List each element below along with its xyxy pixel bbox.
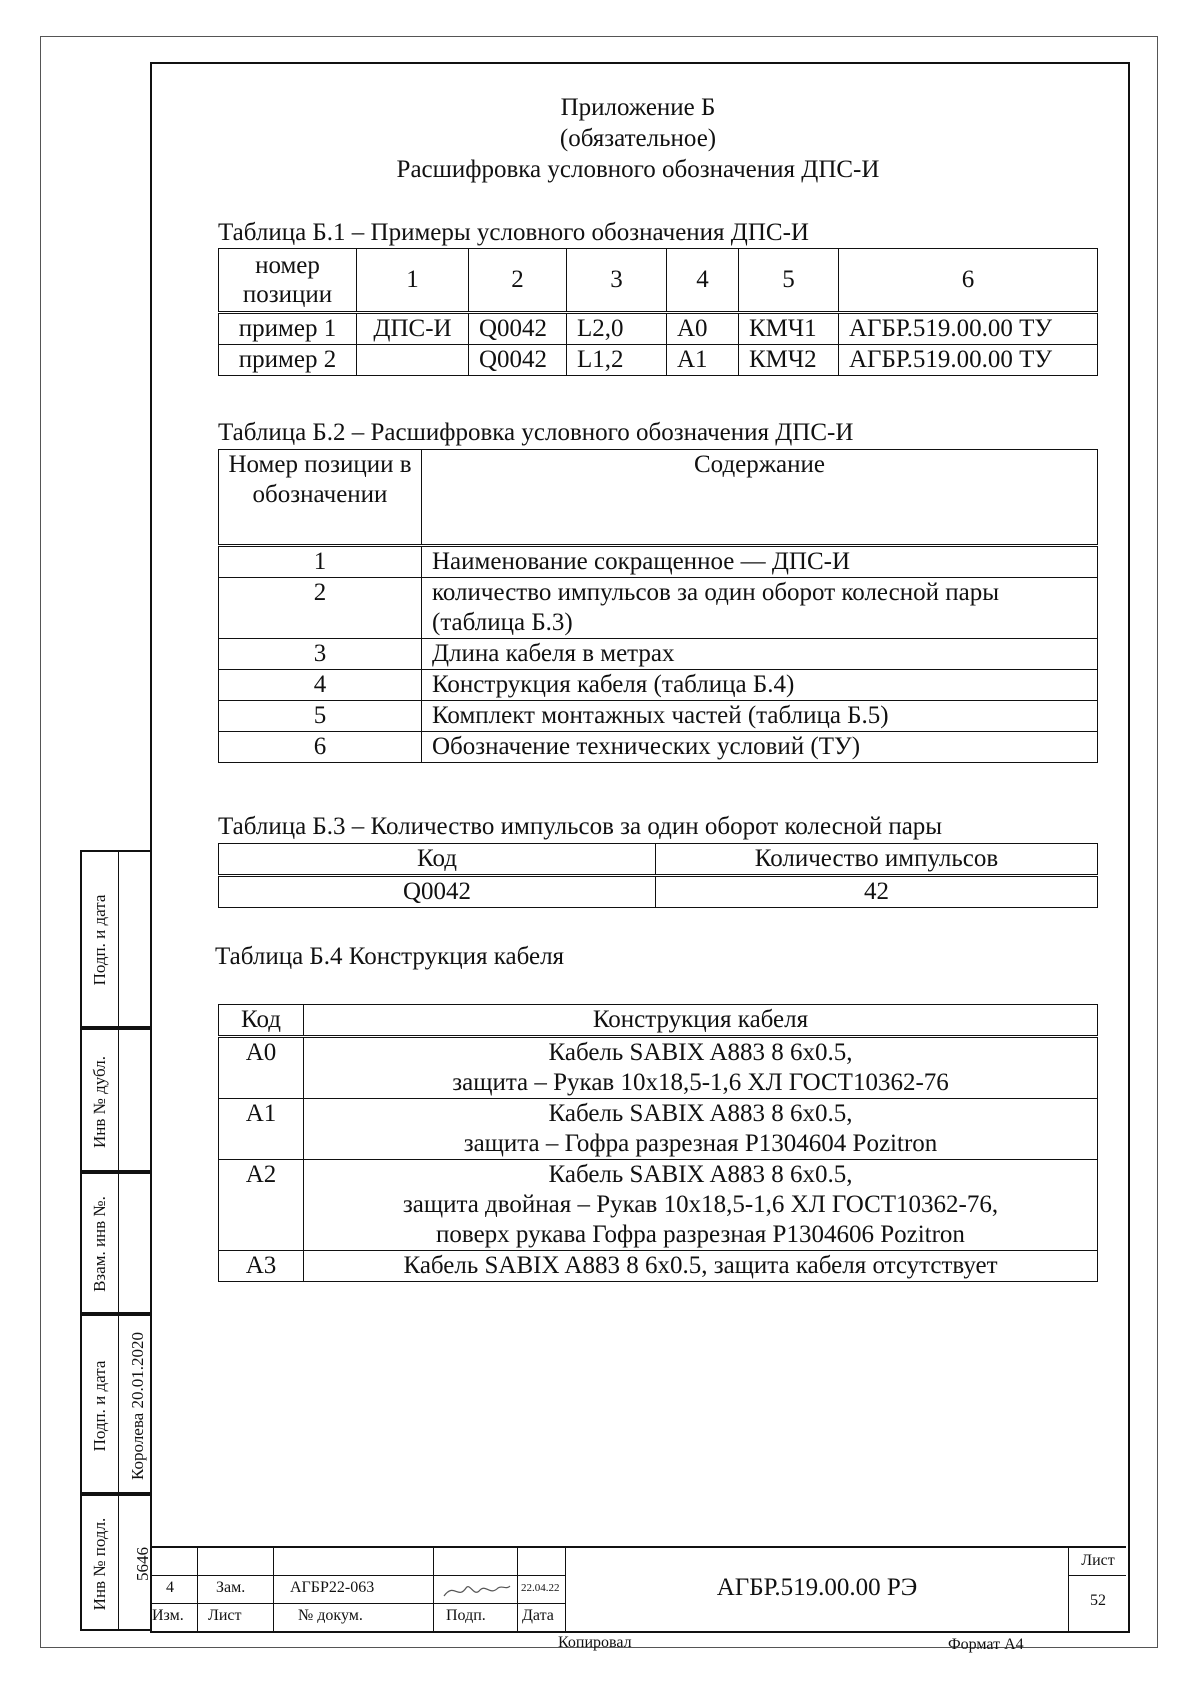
table-row [219, 701, 1098, 732]
b4-line: Кабель SABIX A883 8 6x0.5, [548, 1161, 853, 1188]
table-b4-caption: Таблица Б.4 Конструкция кабеля [215, 943, 565, 970]
side-cell-podp-data-1 [80, 850, 150, 1028]
table-b3-caption: Таблица Б.3 – Количество импульсов за один оборот колесной пары [218, 813, 943, 840]
appendix-line-3: Расшифровка условного обозначения ДПС-И [396, 156, 880, 183]
b1-cell: КМЧ2 [739, 345, 839, 376]
b1-cell: L1,2 [567, 345, 667, 376]
b2-header-content: Содержание [422, 450, 1098, 546]
b2-cell: Комплект монтажных частей (таблица Б.5) [422, 701, 1098, 732]
tb-sheet-number: 52 [1090, 1592, 1106, 1609]
table-b1 [218, 248, 1098, 376]
table-b1-caption: Таблица Б.1 – Примеры условного обозначения ДПС-И [218, 219, 809, 246]
b2-cell: Конструкция кабеля (таблица Б.4) [422, 670, 1098, 701]
side-inv-number: 5646 [133, 1547, 152, 1581]
table-row [219, 345, 1098, 376]
table-row [219, 1251, 1098, 1282]
b1-cell: АГБР.519.00.00 ТУ [839, 313, 1098, 345]
side-cell-podp-data-2 [80, 1314, 150, 1494]
b4-code: A1 [219, 1099, 304, 1160]
b2-cell: 3 [219, 639, 422, 670]
tb-doc-label: № докум. [298, 1607, 363, 1624]
appendix-line-1: Приложение Б [560, 94, 716, 121]
side-cell-inv-podl [80, 1494, 150, 1631]
side-cell-vzam-inv [80, 1172, 150, 1314]
side-signature-text: Королева 20.01.2020 [128, 1332, 147, 1480]
appendix-line-2: (обязательное) [559, 125, 717, 152]
b3-header-count: Количество импульсов [656, 844, 1098, 876]
b1-header-2: 2 [469, 249, 567, 313]
side-label-podp-data-2: Подп. и дата [90, 1360, 109, 1452]
table-row [219, 1099, 1098, 1160]
b2-cell: Наименование сокращенное — ДПС-И [422, 546, 1098, 578]
title-block [150, 1546, 1126, 1631]
b1-header-pos: номер позиции [219, 249, 357, 313]
b1-header-1: 1 [357, 249, 469, 313]
b4-line: защита – Рукав 10х18,5-1,6 ХЛ ГОСТ10362-76 [452, 1069, 949, 1096]
b4-header-code: Код [219, 1005, 304, 1037]
b3-cell: 42 [656, 876, 1098, 908]
tb-designation: АГБР.519.00.00 РЭ [716, 1574, 918, 1601]
tb-sheet-label: Лист [1081, 1552, 1115, 1569]
table-row [219, 876, 1098, 908]
b1-header-6: 6 [839, 249, 1098, 313]
b4-code: A0 [219, 1037, 304, 1099]
tb-list-label: Лист [208, 1607, 242, 1624]
side-label-inv-podl: Инв № подл. [90, 1517, 109, 1611]
tb-list-value: Зам. [216, 1579, 246, 1596]
table-b2 [218, 449, 1098, 763]
b1-cell: Q0042 [469, 345, 567, 376]
table-b2-caption: Таблица Б.2 – Расшифровка условного обозначения ДПС-И [218, 419, 854, 446]
b1-header-3: 3 [567, 249, 667, 313]
tb-date-value: 22.04.22 [521, 1582, 560, 1594]
b4-line: Кабель SABIX A883 8 6x0.5, [548, 1100, 853, 1127]
b1-cell: АГБР.519.00.00 ТУ [839, 345, 1098, 376]
table-row [219, 1037, 1098, 1099]
b1-cell: L2,0 [567, 313, 667, 345]
b2-cell: Длина кабеля в метрах [422, 639, 1098, 670]
side-label-podp-data-1: Подп. и дата [90, 894, 109, 986]
b4-line: защита двойная – Рукав 10х18,5-1,6 ХЛ ГОСТ10362-76, [402, 1191, 999, 1218]
table-row [219, 639, 1098, 670]
b3-cell: Q0042 [219, 876, 656, 908]
b2-header-pos: Номер позиции в обозначении [219, 450, 422, 546]
b4-header-construction: Конструкция кабеля [304, 1005, 1098, 1037]
table-row [219, 732, 1098, 763]
table-row [219, 313, 1098, 345]
b2-cell: 2 [219, 578, 422, 639]
b1-cell: пример 2 [219, 345, 357, 376]
table-row [219, 670, 1098, 701]
signature-mark [440, 1576, 512, 1604]
b4-code: A3 [219, 1251, 304, 1282]
b2-cell: Обозначение технических условий (ТУ) [422, 732, 1098, 763]
tb-podp-label: Подп. [446, 1607, 486, 1624]
b1-header-4: 4 [667, 249, 739, 313]
side-cell-inv-dubl [80, 1028, 150, 1172]
b1-cell: КМЧ1 [739, 313, 839, 345]
table-b3 [218, 843, 1098, 908]
b4-line: поверх рукава Гофра разрезная P1304606 Pozitron [436, 1221, 965, 1248]
b4-code: A2 [219, 1160, 304, 1251]
b4-line: Кабель SABIX A883 8 6x0.5, [548, 1039, 853, 1066]
b1-cell: пример 1 [219, 313, 357, 345]
b1-header-5: 5 [739, 249, 839, 313]
b4-line: Кабель SABIX A883 8 6x0.5, защита кабеля отсутствует [304, 1251, 1098, 1282]
b2-cell: количество импульсов за один оборот колесной пары (таблица Б.3) [422, 578, 1098, 639]
b2-cell: 1 [219, 546, 422, 578]
tb-data-label: Дата [522, 1607, 554, 1624]
footer-copied: Копировал [558, 1634, 632, 1651]
footer-format: Формат А4 [948, 1636, 1024, 1653]
appendix-title [150, 92, 1126, 185]
table-row [219, 578, 1098, 639]
tb-izm-label: Изм. [152, 1607, 184, 1624]
b1-cell [357, 345, 469, 376]
tb-doc-value: АГБР22-063 [290, 1579, 375, 1596]
b1-cell: A1 [667, 345, 739, 376]
side-label-vzam-inv: Взам. инв №. [90, 1196, 109, 1292]
b1-cell: Q0042 [469, 313, 567, 345]
b2-cell: 6 [219, 732, 422, 763]
b2-cell: 4 [219, 670, 422, 701]
table-row [219, 546, 1098, 578]
b3-header-code: Код [219, 844, 656, 876]
side-label-inv-dubl: Инв № дубл. [90, 1056, 109, 1149]
b1-cell: A0 [667, 313, 739, 345]
b1-cell: ДПС-И [357, 313, 469, 345]
b4-line: защита – Гофра разрезная P1304604 Pozitron [463, 1130, 938, 1157]
table-row [219, 1160, 1098, 1251]
tb-izm-value: 4 [166, 1579, 174, 1596]
table-b4 [218, 1004, 1098, 1282]
b2-cell: 5 [219, 701, 422, 732]
